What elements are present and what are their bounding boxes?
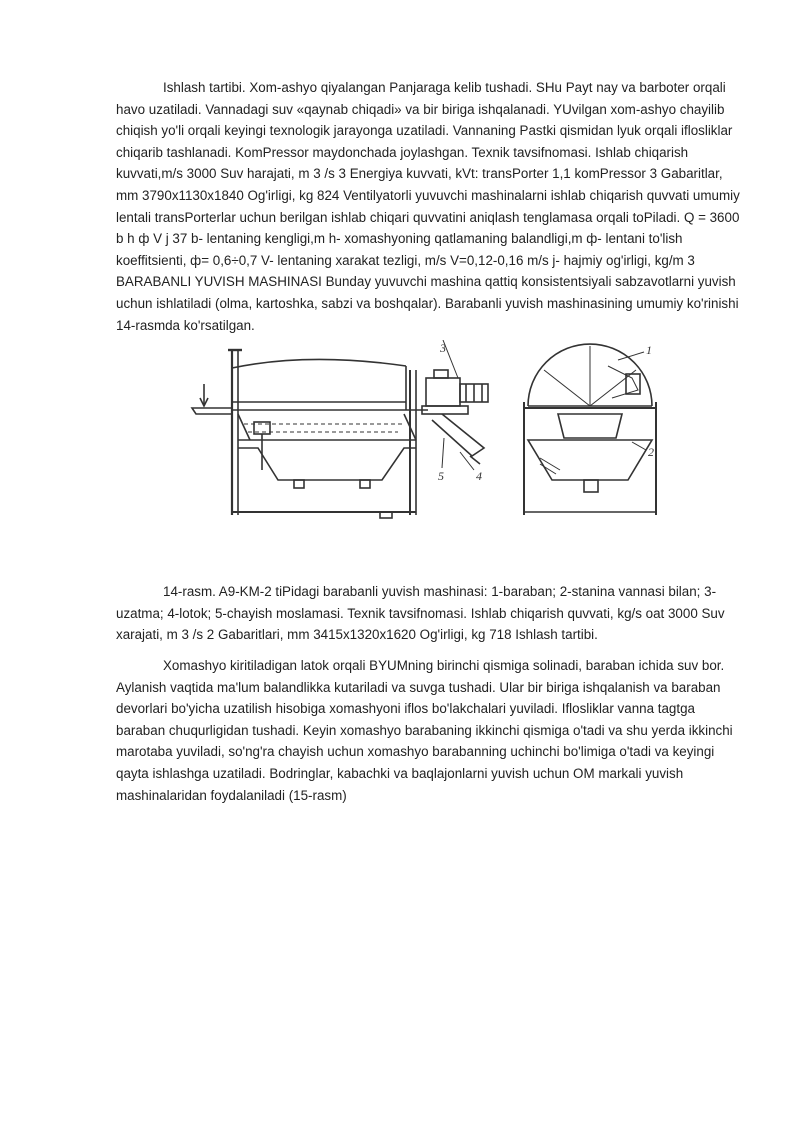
washing-machine-figure [188,340,668,525]
figure-label-3: 3 [440,341,446,355]
paragraph-process: Xomashyo kiritiladigan latok orqali BYUMning birinchi qismiga solinadi, baraban ichida suv bor. Aylanish vaqtida ma'lum balandlikka kutariladi va suvga tushadi. Ular bir biriga ishqalanish va baraban devorlari bo'yicha uzatilish hisobiga xomashyoni iflos bo'lakchalari yuviladi. Iflosliklar vanna tagtga baraban chuqurligidan tushadi. Keyin xomashyo barabaning ikkinchi qismiga o'tadi va shu yerda ikkinchi marotaba yuviladi, so'ng'ra chayish uchun xomashyo barabanning uchinchi bo'limiga o'tadi va keyingi qayta ishlashga uzatiladi. Bodringlar, kabachki va baqlajonlarni yuvish uchun OM markali yuvish mashinalaridan foydalaniladi (15-rasm) [116,658,733,803]
figure-caption: 14-rasm. A9-KM-2 tiPidagi barabanli yuvish mashinasi: 1-baraban; 2-stanina vannasi bilan; 3-uzatma; 4-lotok; 5-chayish moslamasi. Texnik tavsifnomasi. Ishlab chiqarish quvvati, kg/s oat 3000 Suv xarajati, m 3 /s 2 Gabaritlari, mm 3415x1320x1620 Og'irligi, kg 718 Ishlash tartibi. [116,584,725,643]
figure-label-5: 5 [438,469,444,483]
washing-machine-drawing [188,340,668,525]
paragraph-working-order: Ishlash tartibi. Xom-ashyo qiyalangan Panjaraga kelib tushadi. SHu Payt nay va barboter orqali havo uzatiladi. Vannadagi suv «qaynab chiqadi» va bir biriga ishqalanadi. YUvilgan xom-ashyo chayilib chiqish yo'li orqali keyingi texnologik jarayonga uzatiladi. Vannaning Pastki qismidan lyuk orqali iflosliklar chiqarib tashlanadi. KomPressor maydonchada joylashgan. Texnik tavsifnomasi. Ishlab chiqarish kuvvati,m/s 3000 Suv harajati, m 3 /s 3 Energiya kuvvati, kVt: transPorter 1,1 komPressor 3 Gabaritlar, mm 3790x1130x1840 Og'irligi, kg 824 Ventilyatorli yuvuvchi mashinalarni ishlab chiqarish quvvati umumiy lentali transPorterlar uchun berilgan ishlab chiqari quvvatini aniqlash tenglamasa orqali toPiladi. Q = 3600 b h ф V j 37 b- lentaning kengligi,m h- xomashyoning qatlamaning balandligi,m ф- lentani to'lish koeffitsienti, ф= 0,6÷0,7 V- lentaning xarakat tezligi, m/s V=0,12-0,16 m/s j- hajmiy og'irligi, kg/m 3 BARABANLI YUVISH MASHINASI Bunday yuvuvchi mashina qattiq konsistentsiyali sabzavotlarni yuvish uchun ishlatiladi (olma, kartoshka, sabzi va boshqalar). Barabanli yuvish mashinasining umumiy ko'rinishi 14-rasmda ko'rsatilgan. [116,80,740,333]
side-view-drawing [192,340,488,518]
figure-label-4: 4 [476,469,482,483]
figure-label-1: 1 [646,343,652,357]
end-view-drawing [524,344,656,515]
figure-label-2: 2 [648,445,654,459]
